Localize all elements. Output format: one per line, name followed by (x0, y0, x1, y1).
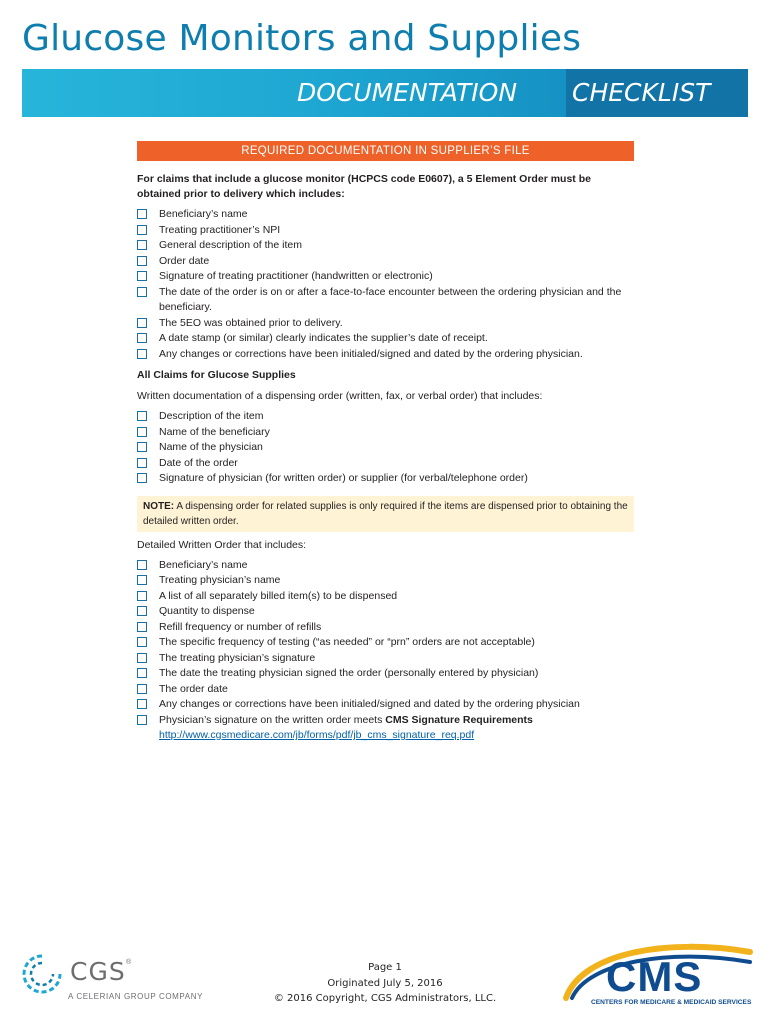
cms-subtitle: CENTERS FOR MEDICARE & MEDICAID SERVICES (591, 999, 752, 1006)
checkbox[interactable] (137, 318, 147, 328)
banner-word-checklist: CHECKLIST (566, 69, 748, 117)
item-label: Name of the physician (159, 441, 263, 453)
dwo-intro: Detailed Written Order that includes: (137, 538, 307, 551)
list-item (137, 254, 637, 270)
item-label: Any changes or corrections have been initialed/signed and dated by the ordering physician (159, 698, 580, 710)
checkbox[interactable] (137, 575, 147, 585)
note-box (137, 496, 634, 532)
checkbox[interactable] (137, 271, 147, 281)
checkbox[interactable] (137, 668, 147, 678)
note-text: A dispensing order for related supplies is only required if the items are dispensed prior to obtaining the detailed written order. (143, 500, 628, 527)
cgs-logo (20, 952, 230, 1012)
list-item (137, 666, 637, 682)
supplies-heading: All Claims for Glucose Supplies (137, 369, 296, 381)
list-item (137, 471, 637, 487)
page-title: Glucose Monitors and Supplies (22, 18, 582, 59)
item-label: Quantity to dispense (159, 605, 255, 617)
item-label: The order date (159, 682, 228, 695)
page-number: Page 1 (368, 962, 402, 973)
item-label: Beneficiary’s name (159, 558, 248, 571)
checkbox[interactable] (137, 699, 147, 709)
checkbox[interactable] (137, 458, 147, 468)
checkbox[interactable] (137, 622, 147, 632)
checkbox[interactable] (137, 606, 147, 616)
banner-word-documentation: DOCUMENTATION (297, 78, 518, 107)
checkbox[interactable] (137, 256, 147, 266)
checkbox[interactable] (137, 349, 147, 359)
item-label: Signature of treating practitioner (handwritten or electronic) (159, 270, 433, 282)
checkbox[interactable] (137, 287, 147, 297)
note-label: NOTE: (143, 500, 175, 512)
intro-text: For claims that include a glucose monitor (HCPCS code E0607), a 5 Element Order must be obtained prior to delivery which includes: (137, 173, 591, 200)
list-item (137, 589, 637, 605)
list-item (137, 285, 637, 316)
checkbox[interactable] (137, 637, 147, 647)
signature-requirements-link[interactable]: http://www.cgsmedicare.com/jb/forms/pdf/jb_cms_signature_req.pdf (159, 729, 475, 741)
cgs-tagline: A CELERIAN GROUP COMPANY (68, 992, 204, 1001)
section-bar: REQUIRED DOCUMENTATION IN SUPPLIER’S FILE (137, 141, 634, 161)
dispensing-intro: Written documentation of a dispensing order (written, fax, or verbal order) that includes: (137, 390, 543, 402)
checkbox[interactable] (137, 653, 147, 663)
list-item (137, 651, 637, 667)
list-item (137, 620, 637, 636)
list-item (137, 269, 637, 285)
list-item (137, 697, 637, 713)
list-item (137, 223, 637, 239)
list-item (137, 409, 637, 425)
title-banner (22, 69, 748, 117)
checkbox[interactable] (137, 225, 147, 235)
item-label: Name of the beneficiary (159, 425, 270, 438)
item-label: General description of the item (159, 239, 302, 251)
item-label: The 5EO was obtained prior to delivery. (159, 316, 343, 329)
list-item (137, 456, 637, 472)
originated-date: Originated July 5, 2016 (327, 977, 443, 989)
item-label: Date of the order (159, 456, 238, 469)
checkbox[interactable] (137, 240, 147, 250)
copyright: © 2016 Copyright, CGS Administrators, LLC. (273, 993, 497, 1004)
item-label: The specific frequency of testing (“as needed” or “prn” orders are not acceptable) (159, 636, 535, 648)
checkbox[interactable] (137, 442, 147, 452)
list-item (137, 425, 637, 441)
checkbox[interactable] (137, 473, 147, 483)
list-item (137, 316, 637, 332)
item-label: Beneficiary’s name (159, 208, 248, 220)
list-item (137, 331, 637, 347)
checkbox[interactable] (137, 560, 147, 570)
list-item (137, 558, 637, 574)
checklist-content (137, 172, 637, 744)
checkbox[interactable] (137, 333, 147, 343)
item-label: Refill frequency or number of refills (159, 620, 322, 633)
item-label: Any changes or corrections have been initialed/signed and dated by the ordering physician. (159, 347, 583, 360)
item-label: Signature of physician (for written order) or supplier (for verbal/telephone order) (159, 472, 528, 484)
cgs-swirl-icon (20, 952, 64, 996)
list-item (137, 635, 637, 651)
item-label: The treating physician’s signature (159, 651, 316, 664)
list-item (137, 440, 637, 456)
dwo-list (137, 558, 637, 744)
item-label-prefix: Physician’s signature on the written order meets (159, 713, 386, 726)
checkbox[interactable] (137, 209, 147, 219)
cms-wordmark: CMS (606, 953, 703, 1000)
cms-signature-requirements: CMS Signature Requirements (385, 713, 533, 726)
list-item (137, 573, 637, 589)
list-item (137, 207, 637, 223)
dispensing-list (137, 409, 637, 487)
five-element-list (137, 207, 637, 362)
cms-logo (560, 940, 756, 1010)
item-label: Treating practitioner’s NPI (159, 223, 281, 236)
item-label: A list of all separately billed item(s) to be dispensed (159, 589, 398, 602)
list-item (137, 604, 637, 620)
checkbox[interactable] (137, 591, 147, 601)
checkbox[interactable] (137, 684, 147, 694)
checkbox[interactable] (137, 715, 147, 725)
registered-mark: ® (126, 959, 132, 966)
item-label: Order date (159, 254, 210, 267)
page-footer (270, 960, 500, 1007)
checkbox[interactable] (137, 427, 147, 437)
item-label: The date the treating physician signed the order (personally entered by physician) (159, 667, 539, 679)
item-label: A date stamp (or similar) clearly indicates the supplier’s date of receipt. (159, 332, 488, 344)
checkbox[interactable] (137, 411, 147, 421)
list-item (137, 238, 637, 254)
cgs-wordmark: CGS (70, 957, 126, 986)
item-label: The date of the order is on or after a face-to-face encounter between the ordering physician and the beneficiary. (159, 285, 622, 313)
item-label: Treating physician’s name (159, 574, 281, 586)
list-item (137, 682, 637, 698)
list-item (137, 347, 637, 363)
list-item (137, 713, 637, 744)
item-label: Description of the item (159, 410, 264, 422)
